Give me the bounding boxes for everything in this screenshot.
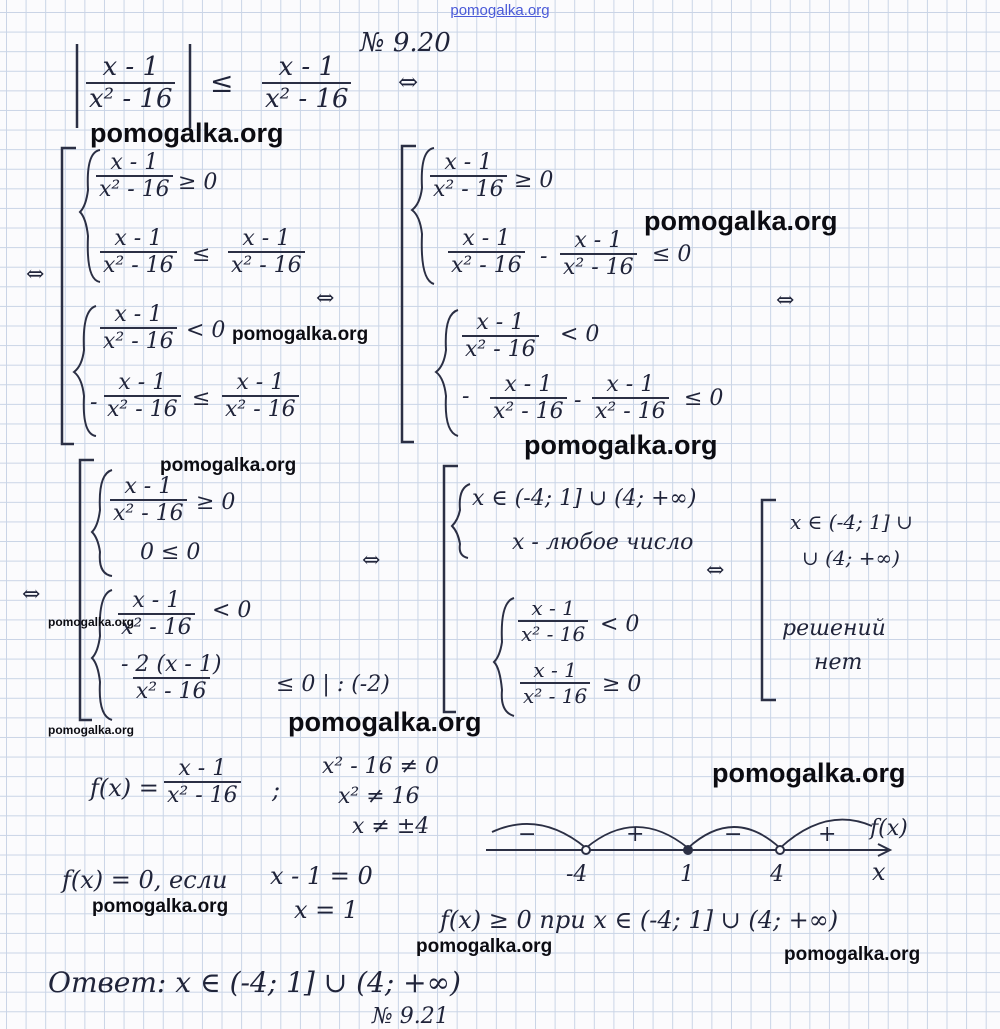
- block2-d-relation: ≤ 0: [684, 386, 724, 411]
- block3-c-relation: < 0: [212, 598, 252, 623]
- point-open-minus4: [582, 846, 590, 854]
- block2-c-relation: < 0: [560, 322, 600, 347]
- func-semicolon: ;: [272, 776, 281, 804]
- block1-b-den: x² - 16: [100, 251, 177, 278]
- brace-block1-bottom: [74, 306, 96, 436]
- block5-line2: ∪ (4; +∞): [802, 546, 900, 570]
- watermark: pomogalka.org: [92, 896, 229, 917]
- point-label-1: 1: [680, 862, 694, 887]
- zero-solution: x = 1: [294, 896, 359, 924]
- problem-lhs-fraction: [86, 52, 175, 114]
- block5-line4: нет: [814, 650, 863, 675]
- block3-c-num: x - 1: [132, 588, 181, 613]
- point-label-4: 4: [770, 862, 784, 887]
- brace-block3-top: [92, 470, 112, 576]
- domain-cond3: x ≠ ±4: [352, 814, 430, 839]
- block2-d-fraction: [490, 372, 567, 424]
- block2-d-den: x² - 16: [490, 397, 567, 424]
- block1-b-relation: ≤: [192, 242, 211, 267]
- block4-line2: x - любое число: [512, 530, 694, 555]
- block2-b2-num: x - 1: [574, 228, 623, 253]
- domain-cond2: x² ≠ 16: [338, 784, 420, 809]
- block3-d-num: - 2 (x - 1): [121, 652, 222, 677]
- block3-d-relation: ≤ 0 | : (-2): [276, 672, 390, 697]
- next-problem-number: № 9.21: [372, 1004, 449, 1029]
- block1-b2-num: x - 1: [242, 226, 291, 251]
- block1-b-num: x - 1: [114, 226, 163, 251]
- block2-a-den: x² - 16: [430, 175, 507, 202]
- block4-d-num: x - 1: [533, 658, 577, 682]
- block2-a-relation: ≥ 0: [514, 168, 554, 193]
- block2-d2-fraction: [592, 372, 669, 424]
- block3-mid-equiv: ⇔: [362, 548, 381, 573]
- brace-block4-top: [452, 484, 470, 558]
- sign-minus-mid: −: [724, 822, 743, 847]
- block1-mid-equiv: ⇔: [316, 286, 335, 311]
- domain-cond1: x² - 16 ≠ 0: [322, 754, 440, 779]
- lhs-numerator: x - 1: [102, 52, 159, 82]
- block1-a-num: x - 1: [110, 150, 159, 175]
- block1-d-fraction: [104, 370, 181, 422]
- lhs-denominator: x² - 16: [86, 82, 175, 114]
- block1-c-fraction: [100, 302, 177, 354]
- func-axis-label: f(x): [870, 816, 908, 841]
- x-axis-label: x: [872, 858, 886, 886]
- block1-d2-num: x - 1: [236, 370, 285, 395]
- block2-c-fraction: [462, 310, 539, 362]
- point-filled-1: [684, 846, 692, 854]
- point-open-4: [776, 846, 784, 854]
- block3-a-fraction: [110, 474, 187, 526]
- watermark: pomogalka.org: [48, 615, 135, 629]
- watermark: pomogalka.org: [784, 944, 921, 965]
- bracket-block1: [62, 148, 76, 444]
- block2-b2-fraction: [560, 228, 637, 280]
- block1-equiv: ⇔: [26, 262, 45, 287]
- block4-c-relation: < 0: [600, 612, 640, 637]
- block4-line1: x ∈ (-4; 1] ∪ (4; +∞): [472, 486, 697, 511]
- block2-a-num: x - 1: [444, 150, 493, 175]
- block1-b2-fraction: [228, 226, 305, 278]
- block4-d-den: x² - 16: [520, 682, 590, 708]
- zero-condition: f(x) = 0, если: [62, 866, 228, 894]
- block1-d2-den: x² - 16: [222, 395, 299, 422]
- block3-equiv: ⇔: [22, 582, 41, 607]
- sign-conclusion: f(x) ≥ 0 при x ∈ (-4; 1] ∪ (4; +∞): [440, 906, 839, 934]
- block4-d-fraction: [520, 658, 590, 708]
- block3-a-den: x² - 16: [110, 499, 187, 526]
- block2-d2-den: x² - 16: [592, 397, 669, 424]
- problem-equiv: ⇔: [398, 68, 419, 96]
- watermark: pomogalka.org: [524, 430, 718, 460]
- block2-right-equiv: ⇔: [776, 288, 795, 313]
- watermark: pomogalka.org: [416, 936, 553, 957]
- block3-d-fraction: [118, 652, 224, 704]
- block1-a-den: x² - 16: [96, 175, 173, 202]
- block2-d-num: x - 1: [504, 372, 553, 397]
- top-watermark[interactable]: pomogalka.org: [450, 2, 550, 19]
- block1-d-num: x - 1: [118, 370, 167, 395]
- block2-b2-den: x² - 16: [560, 253, 637, 280]
- block3-a-relation: ≥ 0: [196, 490, 236, 515]
- block3-a-num: x - 1: [124, 474, 173, 499]
- bracket-block4: [444, 466, 458, 712]
- problem-rhs-fraction: [262, 52, 351, 114]
- watermark: pomogalka.org: [48, 723, 135, 737]
- block1-a-fraction: [96, 150, 173, 202]
- func-fraction: [164, 756, 241, 808]
- sign-plus-right: +: [818, 822, 837, 847]
- sign-arc-1: [492, 824, 586, 848]
- bracket-block5: [762, 500, 776, 700]
- block2-d2-num: x - 1: [606, 372, 655, 397]
- block1-d-minus: -: [90, 390, 98, 415]
- block3-d-den: x² - 16: [133, 677, 210, 704]
- watermark: pomogalka.org: [160, 455, 297, 476]
- block1-b-fraction: [100, 226, 177, 278]
- block2-c-num: x - 1: [476, 310, 525, 335]
- watermark: pomogalka.org: [644, 206, 838, 236]
- block2-b-relation: ≤ 0: [652, 242, 692, 267]
- problem-number: № 9.20: [360, 28, 451, 58]
- point-label-minus4: -4: [566, 862, 588, 887]
- func-num: x - 1: [178, 756, 227, 781]
- block1-a-relation: ≥ 0: [178, 170, 218, 195]
- problem-leq: ≤: [210, 66, 234, 99]
- watermark: pomogalka.org: [90, 118, 284, 148]
- block2-b-den: x² - 16: [448, 251, 525, 278]
- sign-minus-left: −: [518, 822, 537, 847]
- watermark: pomogalka.org: [712, 758, 906, 788]
- brace-block4-bottom: [494, 598, 514, 716]
- block2-a-fraction: [430, 150, 507, 202]
- block4-c-num: x - 1: [531, 596, 575, 620]
- func-den: x² - 16: [164, 781, 241, 808]
- block2-c-den: x² - 16: [462, 335, 539, 362]
- brace-block3-bottom: [92, 590, 112, 720]
- block1-d-den: x² - 16: [104, 395, 181, 422]
- block1-d2-fraction: [222, 370, 299, 422]
- bracket-block2: [402, 146, 416, 442]
- bracket-block3: [80, 460, 94, 720]
- block2-d-op: -: [574, 388, 582, 413]
- block2-d-minus: -: [462, 384, 470, 409]
- block3-c-fraction: [118, 588, 195, 640]
- sign-plus-mid: +: [626, 822, 645, 847]
- block2-b-num: x - 1: [462, 226, 511, 251]
- block4-c-den: x² - 16: [518, 620, 588, 646]
- block1-c-den: x² - 16: [100, 327, 177, 354]
- block1-d-relation: ≤: [192, 386, 211, 411]
- block4-d-relation: ≥ 0: [602, 672, 642, 697]
- block3-a2: 0 ≤ 0: [140, 540, 201, 565]
- watermark: pomogalka.org: [232, 324, 369, 345]
- block1-c-relation: < 0: [186, 318, 226, 343]
- answer-line: Ответ: x ∈ (-4; 1] ∪ (4; +∞): [48, 966, 461, 999]
- brace-block2-bottom: [436, 310, 458, 436]
- zero-equation: x - 1 = 0: [270, 862, 373, 890]
- rhs-numerator: x - 1: [278, 52, 335, 82]
- block3-c-den: x² - 16: [118, 613, 195, 640]
- block1-c-num: x - 1: [114, 302, 163, 327]
- block2-b-op: -: [540, 244, 548, 269]
- rhs-denominator: x² - 16: [262, 82, 351, 114]
- block4-c-fraction: [518, 596, 588, 646]
- block1-b2-den: x² - 16: [228, 251, 305, 278]
- block2-b-fraction: [448, 226, 525, 278]
- func-lhs: f(x) =: [90, 774, 159, 802]
- block5-line3: решений: [782, 616, 886, 641]
- watermark: pomogalka.org: [288, 707, 482, 737]
- block5-line1: x ∈ (-4; 1] ∪: [790, 510, 913, 534]
- block4-equiv: ⇔: [706, 558, 725, 583]
